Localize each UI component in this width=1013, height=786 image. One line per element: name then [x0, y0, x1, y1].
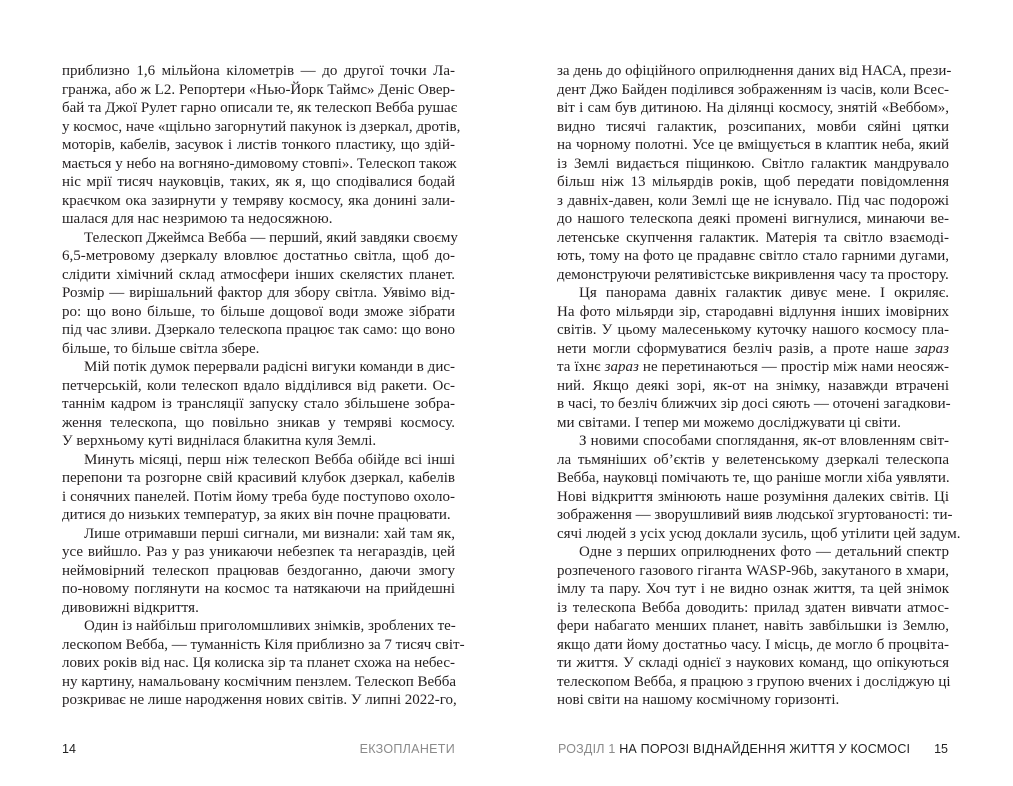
chapter-label: РОЗДІЛ 1	[558, 742, 616, 756]
text-line: усе вийшло. Раз у раз уникаючи небезпек та негараздів, цей	[62, 544, 455, 560]
text-line: дивовижні відкриття.	[62, 599, 199, 616]
text-line: демонструючи релятивістське викривлення часу та простору.	[557, 266, 949, 283]
text-line: ла тьмяніших об’єктів у велетенському дзеркалі телескопа	[557, 451, 949, 468]
text-line: Вебба, науковці помічають те, що раніше могли хіба уявляти.	[557, 470, 950, 486]
text-line: нові світи на нашому космічному горизонті.	[557, 692, 840, 708]
text-line: по-новому поглянути на космос та натякаючи на прийдешні	[62, 581, 455, 597]
text-line: із Землі видається піщинкою. Світло галактик мандрувало	[557, 155, 949, 172]
text-line: У верхньому куті виднілася блакитна куля Землі.	[62, 433, 377, 449]
paragraph	[62, 525, 455, 618]
text-line: перепони та розгорне свій красивий клубок дзеркал, кабелів	[62, 470, 455, 486]
text-line: краєчком ока зазирнути у темряву космосу, яка донині зали-	[62, 192, 455, 209]
text-line: таннім кадром із трансляції запуску стало збільшене зобра-	[62, 396, 455, 412]
left-page-body	[62, 62, 465, 710]
text-line	[557, 340, 949, 359]
paragraph	[557, 543, 949, 710]
text-segment: та їхнє	[557, 359, 605, 375]
running-title-left: ЕКЗОПЛАНЕТИ	[359, 742, 455, 756]
paragraph	[62, 358, 455, 451]
text-line: ють, тому на фото це прадавнє світло стало гарними дугами,	[557, 248, 949, 264]
right-page-body	[557, 62, 961, 710]
text-line: зображення — зворушливий вияв людської згуртованості: ти-	[557, 507, 953, 523]
text-line: ну картину, намальовану космічним пензлем. Телескоп Вебба	[62, 673, 457, 690]
text-line: сячі людей з усіх усюд доклали зусиль, щоб утілити цей задум.	[557, 525, 961, 542]
text-line: Розмір — вирішальний фактор для збору світла. Уявімо від-	[62, 285, 455, 301]
page-number-left: 14	[62, 742, 76, 756]
running-title-right	[558, 742, 910, 756]
text-line: З новими способами споглядання, як-от вловленням світ-	[579, 433, 949, 449]
text-line: мається у небо на вогняно-димовому стовпі». Телескоп також	[62, 155, 457, 172]
text-line: шалася для нас незримою та недосяжною.	[62, 211, 333, 227]
paragraph	[557, 62, 952, 284]
text-segment: не перетинаються — простір між нами неосяж-	[638, 359, 949, 375]
paragraph	[62, 617, 465, 710]
text-line: на чорному полотні. Усе це вміщується в клаптик неба, який	[557, 137, 949, 153]
text-line: за день до офіційного оприлюднення даних від НАСА, прези-	[557, 63, 952, 79]
text-line: бай та Джої Рулет гарно описали те, як телескоп Вебба рушає	[62, 100, 458, 116]
text-line: ми світами. І тепер ми можемо досліджувати ці світи.	[557, 414, 901, 431]
paragraph	[62, 62, 461, 229]
text-line: розпеченого газового гіганта WASP-96b, закутаного в хмари,	[557, 562, 949, 579]
text-line: у космос, наче «щільно загорнутий пакунок із дзеркал, дротів,	[62, 118, 461, 135]
emphasized-text: зараз	[914, 340, 949, 357]
text-line: неймовірний телескоп працював бездоганно, даючи змогу	[62, 562, 455, 579]
text-line: Мій потік думок перервали радісні вигуки команди в дис-	[84, 359, 455, 375]
text-line: до нашого телескопа деякі промені вигнулися, минаючи ве-	[557, 211, 949, 227]
text-line: більш ніж 13 мільярдів років, щоб передати повідомлення	[557, 174, 949, 190]
text-line: телескопом Вебба, я працюю з групою вчених і досліджую ці	[557, 673, 951, 690]
text-line: летенське скупчення галактик. Матерія та світло взаємоді-	[557, 229, 949, 246]
chapter-title: НА ПОРОЗІ ВІДНАЙДЕННЯ ЖИТТЯ У КОСМОСІ	[619, 742, 911, 756]
text-line: приблизно 1,6 мільйона кілометрів — до другої точки Ла-	[62, 63, 455, 79]
text-line: дент Джо Байден поділився зображенням із часів, коли Всес-	[557, 81, 949, 98]
text-line: петчерській, коли телескоп вдало відділився від ракети. Ос-	[62, 377, 455, 394]
text-line: 6,5-метровому дзеркалу вловлює достатньо світла, щоб до-	[62, 248, 455, 264]
paragraph	[557, 432, 961, 543]
text-line: гранжа, або ж L2. Репортери «Нью-Йорк Таймс» Деніс Овер-	[62, 81, 455, 98]
text-line: в часі, то безліч ближчих зір досі сяють — оточені загадкови-	[557, 396, 951, 412]
text-line: На фото мільярди зір, стародавні відлуння інших імовірних	[557, 303, 949, 320]
text-line: із телескопа Вебба доводить: прилад здатен вивчати атмос-	[557, 599, 949, 616]
text-line: Телескоп Джеймса Вебба — перший, який завдяки своєму	[84, 229, 458, 246]
text-line: більше, то більше світла збере.	[62, 340, 260, 357]
text-line	[557, 358, 949, 377]
text-line: фери набагато менших планет, навіть завбільшки із Землю,	[557, 618, 949, 634]
text-line: моторів, кабелів, засувок і листів тонкого пластику, що здій-	[62, 137, 455, 153]
text-line: світів. У цьому малесенькому куточку нашого космосу пла-	[557, 322, 949, 338]
emphasized-text: зараз	[604, 359, 639, 375]
text-line: Один із найбільш приголомшливих знімків, зроблених те-	[84, 618, 456, 634]
text-line: розкриває не лише народження нових світів. У липні 2022-го,	[62, 692, 457, 708]
paragraph	[62, 229, 458, 359]
text-line: якщо дати йому достатньо часу. І місць, де могло б процвіта-	[557, 636, 949, 653]
text-line: Минуть місяці, перш ніж телескоп Вебба обійде всі інші	[84, 451, 455, 468]
text-line: Лише отримавши перші сигнали, ми визнали: хай там як,	[84, 525, 455, 542]
text-line: ний. Якщо деякі зорі, як-от на знімку, назавжди втрачені	[557, 377, 949, 394]
text-line: лескопом Вебба, — туманність Кіля приблизно за 7 тисяч світ-	[62, 636, 465, 653]
text-line: віт і сам був дитиною. На ділянці космосу, знятій «Веббом»,	[557, 100, 949, 116]
paragraph	[62, 451, 455, 525]
text-line: ження телескопа, що повільно зникав у темряві космосу.	[62, 414, 455, 431]
text-line: під час зливи. Дзеркало телескопа працює так само: що воно	[62, 322, 455, 338]
text-line: лових років від нас. Ця колиска зір та планет схожа на небес-	[62, 655, 455, 671]
text-line: ти життя. У складі однієї з наукових команд, що опікуються	[557, 655, 949, 671]
text-segment: нети могли сформуватися безліч разів, а проте наше	[557, 340, 915, 357]
text-line: дитися до низьких температур, за яких він почне працювати.	[62, 507, 451, 523]
text-line: Ця панорама давніх галактик дивує мене. І окриляє.	[579, 285, 949, 301]
paragraph	[557, 284, 949, 432]
text-line: Нові відкриття змінюють наше розуміння далеких світів. Ці	[557, 488, 949, 505]
text-line: ро: що воно більше, то більше дощової води зможе зібрати	[62, 303, 455, 320]
text-line: Одне з перших оприлюднених фото — детальний спектр	[579, 544, 949, 560]
text-line: з давніх-давен, коли Землі ще не існувало. Під час подорожі	[557, 192, 949, 209]
text-line: ніс мрії тисяч науковців, таких, як я, що сподівалися бодай	[62, 174, 455, 190]
text-line: і сонячних панелей. Потім йому треба буде поступово охоло-	[62, 488, 455, 505]
page-number-right: 15	[934, 742, 948, 756]
text-line: імлу та пару. Хоч тут і не видно ознак життя, та цей знімок	[557, 581, 949, 597]
text-line: видно тисячі галактик, розсипаних, мовби сяйні цятки	[557, 118, 949, 135]
text-line: слідити хімічний склад атмосфери інших скелястих планет.	[62, 266, 455, 283]
